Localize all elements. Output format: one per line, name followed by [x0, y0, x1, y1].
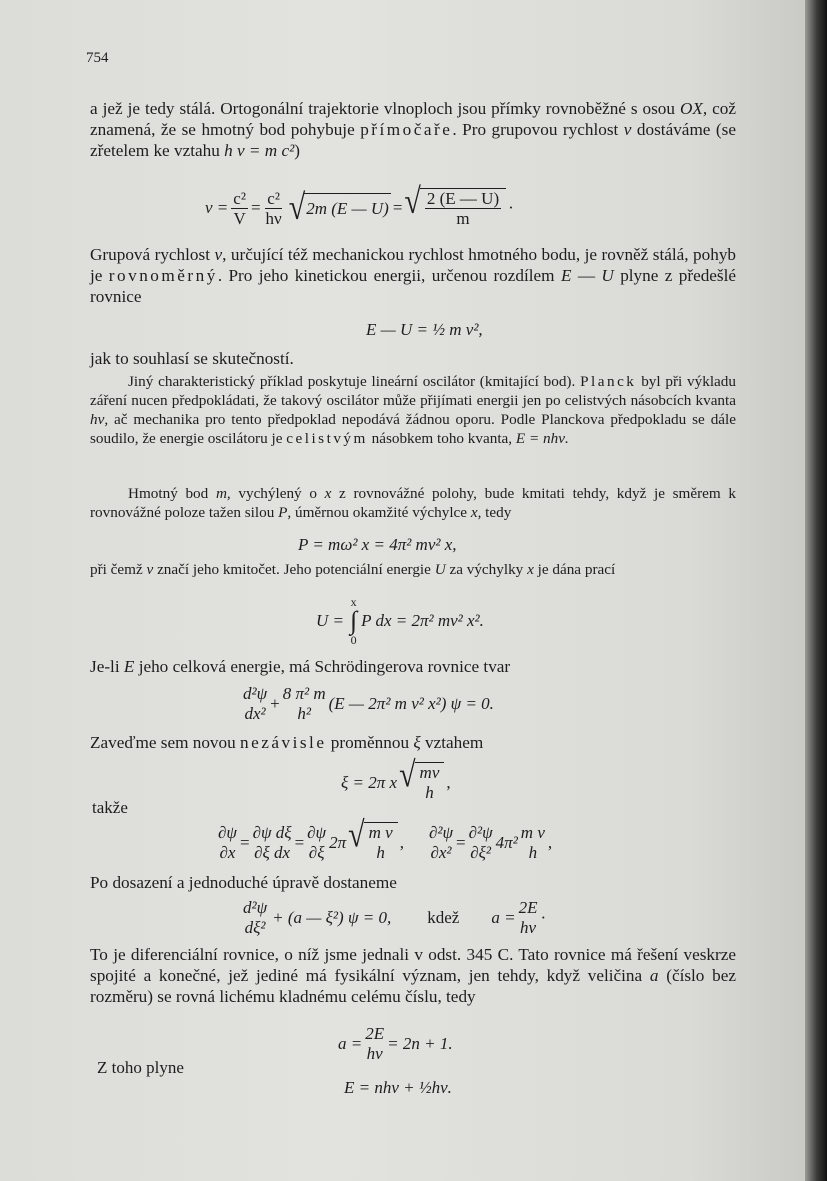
equation-potential-energy: U = x ∫ 0 P dx = 2π² mν² x².	[316, 595, 484, 647]
equation-xi: ξ = 2π x √ mν h ,	[341, 755, 451, 802]
paragraph-mass-point: Hmotný bod m, vychýlený o x z rovnovážné polohy, bude kmitati tehdy, když je směrem k rovnovážné poloze tažen silou P, úměrnou okamžité výchylce x, tedy	[90, 485, 736, 521]
book-spine-shadow	[805, 0, 827, 1181]
equation-derivatives: ∂ψ ∂x = ∂ψ dξ ∂ξ dx = ∂ψ ∂ξ 2π √ m ν h , ∂²ψ ∂x² = ∂²ψ ∂ξ² 4π² m ν h ,	[218, 815, 553, 862]
paragraph-2: Grupová rychlost v, určující též mechanickou rychlost hmotného bodu, je rovněž stálá, pohyb je rovnoměrný. Pro jeho kinetickou energii, určenou rozdílem E — U plyne z předešlé rovnice	[90, 245, 737, 306]
paragraph-frequency: při čemž ν značí jeho kmitočet. Jeho potenciální energie U za výchylky x je dána prací	[90, 561, 616, 578]
paragraph-5: Zaveďme sem novou nezávisle proměnnou ξ vztahem	[90, 733, 484, 752]
equation-force: P = mω² x = 4π² mν² x,	[298, 535, 457, 554]
paragraph-3: jak to souhlasí se skutečností.	[90, 349, 294, 368]
equation-reduced: d²ψ dξ² + (a — ξ²) ψ = 0, kdež a = 2E hν ·	[243, 898, 547, 937]
equation-energy-levels: E = nhν + ½hν.	[344, 1078, 452, 1097]
label-takze: takže	[92, 798, 128, 817]
paragraph-7: To je diferenciální rovnice, o níž jsme jednali v odst. 345 C. Tato rovnice má řešení veskrze spojité a konečné, jež jediné má fysikální význam, jen tehdy, když veličina a (číslo bez rozměru) se rovná lichému kladnému celému číslu, tedy	[90, 945, 736, 1006]
equation-a-value: a = 2E hν = 2n + 1.	[338, 1024, 453, 1063]
equation-group-velocity: v = $\frac{\text{c²}}{V}$ = $\frac{\text{c²}}{h\nu}$ √ 2m (E — U) = √ $\frac{2 (E — U)}{m}$ ·	[205, 181, 514, 228]
page-number: 754	[86, 50, 109, 66]
label-z-toho-plyne: Z toho plyne	[97, 1058, 184, 1077]
paragraph-1: a jež je tedy stálá. Ortogonální trajektorie vlnoploch jsou přímky rovnoběžné s osou OX, což znamená, že se hmotný bod pohybuje přímočaře. Pro grupovou rychlost v dostáváme (se zřetelem ke vztahu h v = m c²)	[90, 99, 736, 160]
paragraph-6: Po dosazení a jednoduché úpravě dostaneme	[90, 873, 397, 892]
paragraph-4: Je-li E jeho celková energie, má Schrödingerova rovnice tvar	[90, 657, 511, 676]
equation-kinetic-energy: E — U = ½ m v²,	[366, 320, 483, 339]
equation-schrodinger: d²ψ dx² + 8 π² m h² (E — 2π² m ν² x²) ψ = 0.	[243, 684, 494, 723]
paragraph-oscillator: Jiný charakteristický příklad poskytuje lineární oscilátor (kmitající bod). Planck byl při výkladu záření nucen předpokládati, že takový oscilátor může přijímati energii jen po celistvých násobcích kvanta hν, ač mechanika pro tento předpoklad nepodává žádnou oporu. Podle Planckova předpokladu se dále soudilo, že energie oscilátoru je celistvým násobkem toho kvanta, E = nhν.	[90, 373, 736, 447]
